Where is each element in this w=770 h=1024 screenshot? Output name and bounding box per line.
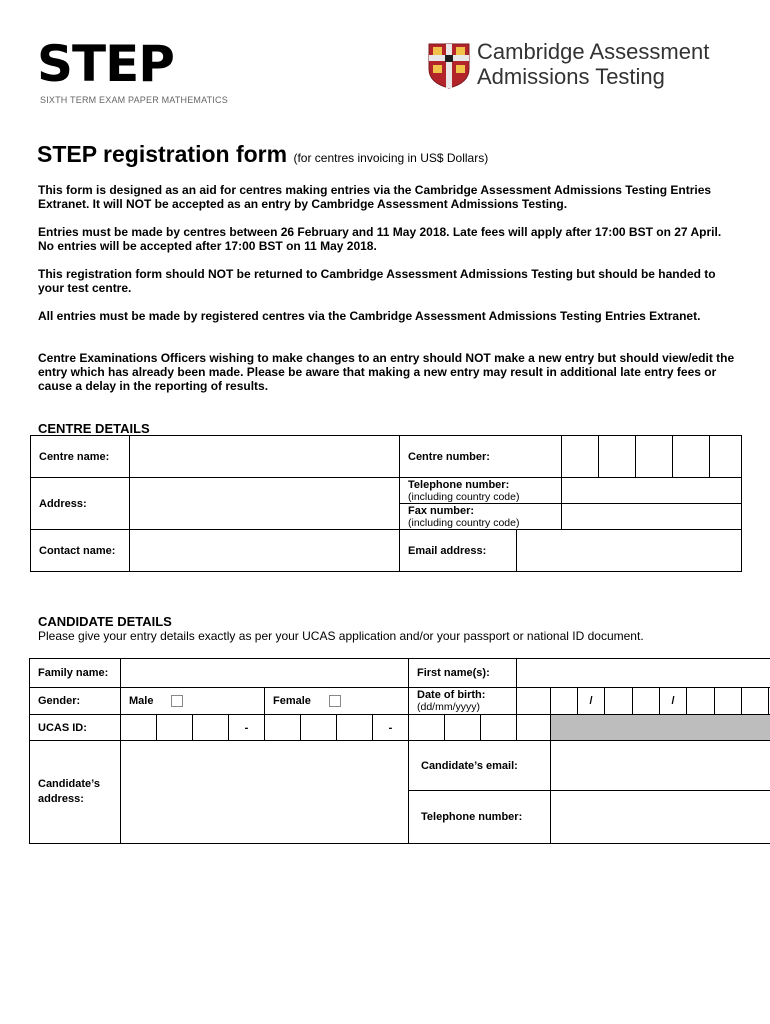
- intro-paragraph-5: Centre Examinations Officers wishing to make changes to an entry should NOT make a new entry but should view/edit the entry which has already been made. Please be aware that making a new entry may result in additional late entry fees or cause a delay in the reporting of results.: [38, 351, 735, 393]
- candidate-intro: Please give your entry details exactly as per your UCAS application and/or your passport or national ID document.: [38, 629, 644, 643]
- dob-digit[interactable]: [605, 688, 633, 715]
- family-name-label: Family name:: [30, 659, 121, 688]
- intro-paragraph-1: This form is designed as an aid for centres making entries via the Cambridge Assessment Admissions Testing Entries Extranet. It will NOT be accepted as an entry by Cambridge Assessment Admissions Testing.: [38, 183, 712, 211]
- dob-digit[interactable]: [517, 688, 551, 715]
- candidate-email-label: Candidate’s email:: [409, 741, 551, 791]
- centre-details-heading: CENTRE DETAILS: [38, 421, 150, 436]
- gender-label: Gender:: [30, 688, 121, 715]
- centre-number-digit[interactable]: [599, 436, 636, 478]
- dob-digit[interactable]: [742, 688, 769, 715]
- centre-name-label: Centre name:: [31, 436, 130, 478]
- contact-name-input[interactable]: [130, 530, 400, 572]
- candidate-email-input[interactable]: [551, 741, 770, 791]
- dob-separator: /: [578, 688, 605, 715]
- first-names-label: First name(s):: [409, 659, 517, 688]
- first-names-input[interactable]: [517, 659, 770, 688]
- telephone-input[interactable]: [562, 478, 742, 504]
- title-main: STEP registration form: [37, 141, 288, 167]
- ucas-separator: -: [373, 715, 409, 741]
- female-label: Female: [273, 694, 311, 707]
- address-input[interactable]: [130, 478, 400, 530]
- ucas-digit[interactable]: [193, 715, 229, 741]
- title-sub: (for centres invoicing in US$ Dollars): [293, 151, 489, 165]
- female-checkbox[interactable]: [329, 695, 341, 707]
- intro-paragraph-4: All entries must be made by registered centres via the Cambridge Assessment Admissions Testing Entries Extranet.: [38, 309, 701, 323]
- fax-label-cell: [400, 504, 562, 530]
- dob-label-cell: [409, 688, 517, 715]
- centre-number-digit[interactable]: [562, 436, 599, 478]
- candidate-address-input[interactable]: [121, 741, 409, 844]
- candidate-address-label: Candidate’s address:: [30, 741, 121, 844]
- ucas-id-label: UCAS ID:: [30, 715, 121, 741]
- cambridge-name-line1: Cambridge Assessment: [477, 39, 710, 64]
- telephone-label: Telephone number:: [408, 478, 510, 491]
- centre-name-input[interactable]: [130, 436, 400, 478]
- telephone-label-cell: [400, 478, 562, 504]
- centre-number-digit[interactable]: [673, 436, 710, 478]
- gender-female-option[interactable]: [265, 688, 409, 715]
- intro-paragraph-2: Entries must be made by centres between 26 February and 11 May 2018. Late fees will apply after 17:00 BST on 27 April. No entries will be accepted after 17:00 BST on 11 May 2018.: [38, 225, 722, 253]
- ucas-digit[interactable]: [337, 715, 373, 741]
- intro-paragraph-3: This registration form should NOT be returned to Cambridge Assessment Admissions Testing but should be handed to your test centre.: [38, 267, 716, 295]
- dob-separator: /: [660, 688, 687, 715]
- dob-digit[interactable]: [633, 688, 660, 715]
- gender-male-option[interactable]: [121, 688, 265, 715]
- fax-label: Fax number:: [408, 504, 475, 517]
- fax-input[interactable]: [562, 504, 742, 530]
- centre-number-digit[interactable]: [636, 436, 673, 478]
- ucas-digit[interactable]: [265, 715, 301, 741]
- ucas-digit[interactable]: [445, 715, 481, 741]
- centre-details-table: [30, 435, 742, 572]
- dob-format: (dd/mm/yyyy): [417, 701, 480, 713]
- candidate-telephone-label: Telephone number:: [409, 791, 551, 844]
- candidate-telephone-input[interactable]: [551, 791, 770, 844]
- male-label: Male: [129, 694, 154, 707]
- dob-digit[interactable]: [715, 688, 742, 715]
- ucas-digit[interactable]: [409, 715, 445, 741]
- candidate-details-heading: CANDIDATE DETAILS: [38, 614, 172, 629]
- address-label: Address:: [31, 478, 130, 530]
- contact-name-label: Contact name:: [31, 530, 130, 572]
- male-checkbox[interactable]: [171, 695, 183, 707]
- ucas-digit[interactable]: [121, 715, 157, 741]
- centre-number-digit[interactable]: [710, 436, 742, 478]
- dob-label: Date of birth:: [417, 689, 486, 701]
- step-subtitle: SIXTH TERM EXAM PAPER MATHEMATICS: [40, 95, 228, 105]
- dob-digit[interactable]: [687, 688, 715, 715]
- step-logo: STEP: [37, 35, 174, 93]
- email-input[interactable]: [517, 530, 742, 572]
- dob-digit[interactable]: [551, 688, 578, 715]
- candidate-details-table: [29, 658, 770, 844]
- telephone-note: (including country code): [408, 490, 520, 503]
- centre-number-label: Centre number:: [400, 436, 562, 478]
- email-label: Email address:: [400, 530, 517, 572]
- ucas-shaded-area: [551, 715, 770, 741]
- ucas-digit[interactable]: [157, 715, 193, 741]
- fax-note: (including country code): [408, 516, 520, 529]
- cambridge-shield-icon: [428, 43, 470, 89]
- ucas-digit[interactable]: [301, 715, 337, 741]
- family-name-input[interactable]: [121, 659, 409, 688]
- ucas-separator: -: [229, 715, 265, 741]
- page-title: [37, 140, 488, 172]
- ucas-digit[interactable]: [481, 715, 517, 741]
- ucas-digit[interactable]: [517, 715, 551, 741]
- cambridge-name-line2: Admissions Testing: [477, 64, 665, 89]
